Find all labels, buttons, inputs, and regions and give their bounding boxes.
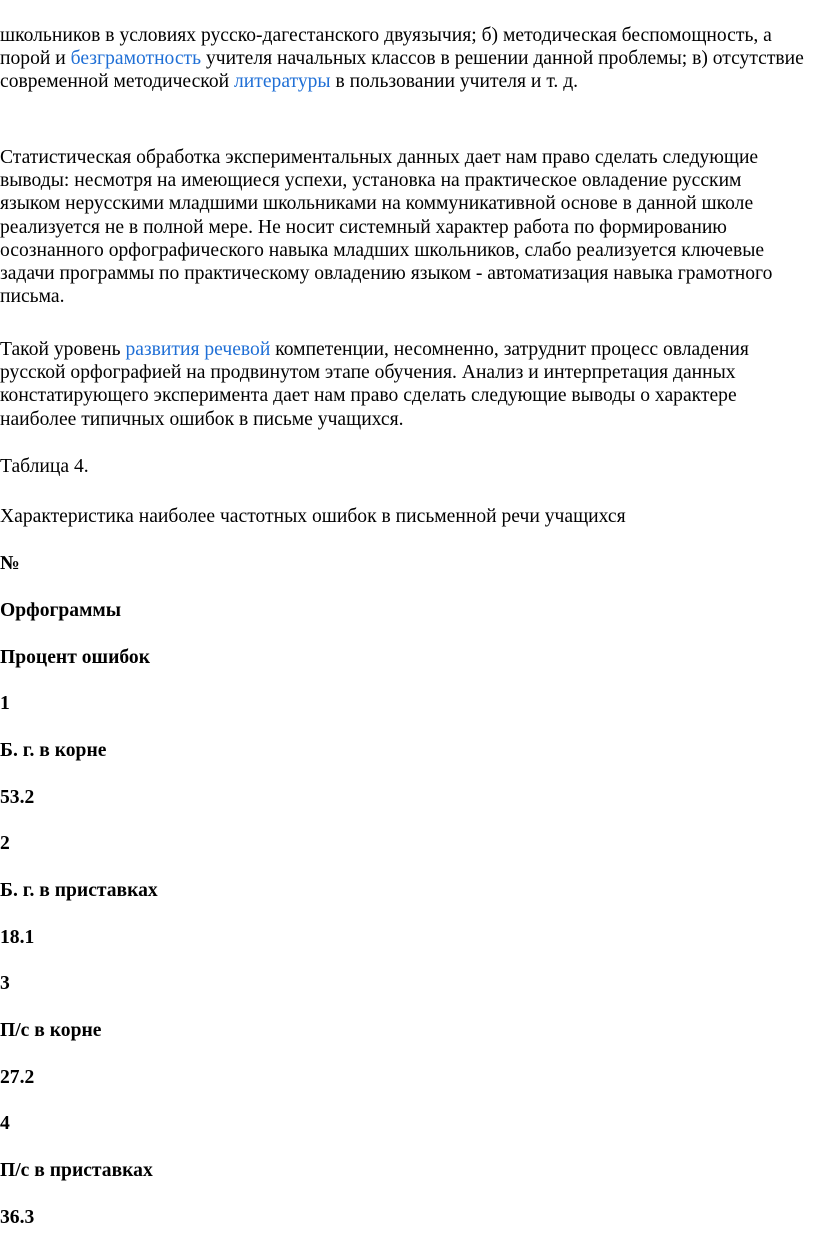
link-razvitiya-rechevoy[interactable]: развития речевой bbox=[125, 339, 271, 360]
table-row-1-percent: 53.2 bbox=[0, 787, 35, 808]
table-row-2-number: 2 bbox=[0, 833, 10, 854]
table-row-2-name: Б. г. в приставках bbox=[0, 880, 158, 901]
table-header-percent: Процент ошибок bbox=[0, 647, 150, 668]
table-row-1-name: Б. г. в корне bbox=[0, 740, 107, 761]
table-row-4-name: П/с в приставках bbox=[0, 1160, 153, 1181]
table-header-orthograms: Орфограммы bbox=[0, 600, 122, 621]
table-label: Таблица 4. bbox=[0, 456, 89, 477]
table-row-4-number: 4 bbox=[0, 1113, 10, 1134]
table-row-2-percent: 18.1 bbox=[0, 927, 35, 948]
table-row-4-percent: 36.3 bbox=[0, 1207, 35, 1228]
table-row-1-number: 1 bbox=[0, 693, 10, 714]
paragraph-3-text-b: компетенции, несомненно, затруднит процесс овладения русской орфографией на продвинутом этапе обучения. Анализ и интерпретация данных констатирующего эксперимента дает нам право сделать следующие выводы о характере наиболее типичных ошибок в письме учащихся. bbox=[0, 339, 749, 430]
paragraph-3 bbox=[0, 338, 806, 431]
paragraph-1-text-a: школьников в условиях русско-дагестанского двуязычия; б) методическая беспомощность, а порой и bbox=[0, 25, 772, 70]
table-row-3-number: 3 bbox=[0, 973, 10, 994]
link-bezgramotnost[interactable]: безграмотность bbox=[70, 48, 202, 70]
table-header-number: № bbox=[0, 553, 20, 574]
paragraph-3-text-a: Такой уровень bbox=[0, 339, 126, 360]
link-literatury[interactable]: литературы bbox=[234, 71, 331, 93]
table-caption: Характеристика наиболее частотных ошибок в письменной речи учащихся bbox=[0, 506, 626, 527]
table-row-3-name: П/с в корне bbox=[0, 1020, 102, 1041]
paragraph-1 bbox=[0, 24, 806, 94]
table-row-3-percent: 27.2 bbox=[0, 1067, 35, 1088]
paragraph-2: Статистическая обработка экспериментальных данных дает нам право сделать следующие выводы: несмотря на имеющиеся успехи, установка на практическое овладение русским языком нерусскими младшими школьниками на коммуникативной основе в данной школе реализуется не в полной мере. Не носит системный характер работа по формированию осознанного орфографического навыка младших школьников, слабо реализуется ключевые задачи программы по практическому овладению языком - автоматизация навыка грамотного письма. bbox=[0, 147, 773, 308]
paragraph-1-text-c: в пользовании учителя и т. д. bbox=[330, 71, 579, 93]
paragraph-1-text-b: учителя начальных классов в решении данной проблемы; в) отсутствие современной методической bbox=[0, 48, 804, 93]
